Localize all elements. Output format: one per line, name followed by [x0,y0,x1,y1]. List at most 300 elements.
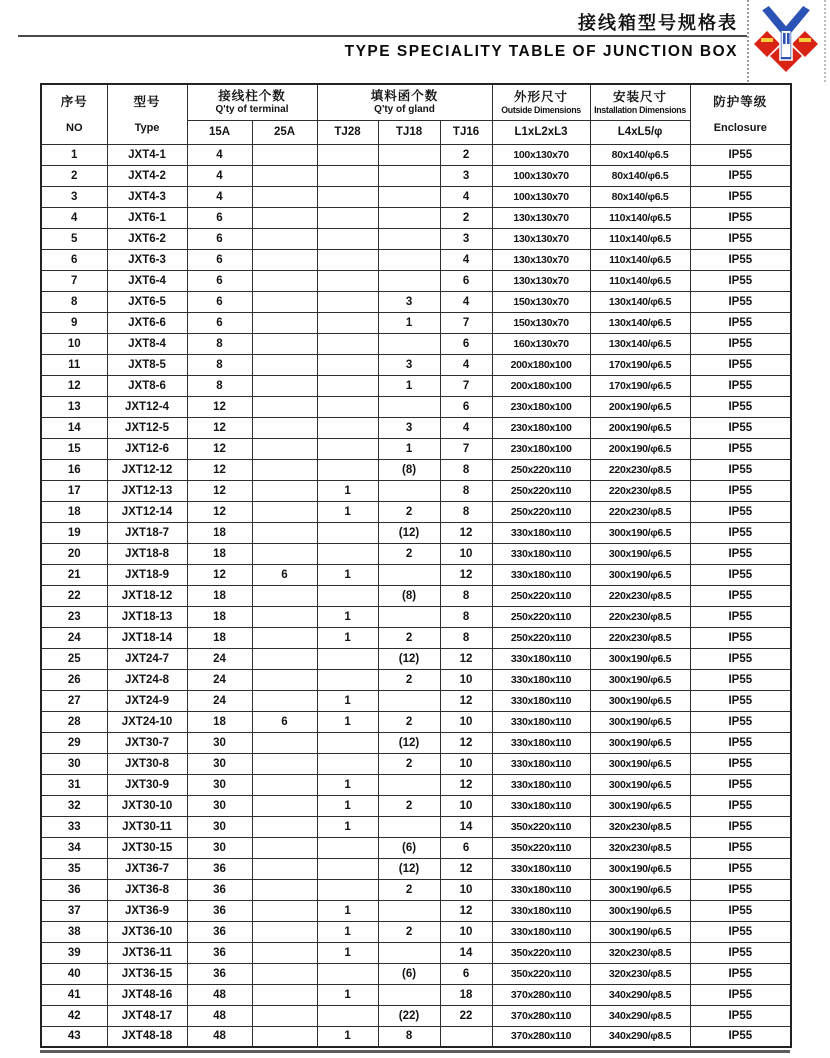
table-row [41,984,791,1005]
cell-installation-dimensions: 340x290/φ8.5 [590,1005,690,1026]
cell-gland-tj18 [378,207,440,228]
cell-terminal-15a: 12 [187,417,252,438]
cell-enclosure: IP55 [690,858,791,879]
cell-no: 26 [41,669,107,690]
cell-gland-tj16: 3 [440,165,492,186]
cell-terminal-15a: 6 [187,270,252,291]
cell-terminal-25a [252,963,317,984]
cell-type: JXT30-7 [107,732,187,753]
header-terminal-group [187,84,317,120]
cell-gland-tj18 [378,165,440,186]
table-row [41,249,791,270]
table-row [41,165,791,186]
table-row [41,963,791,984]
cell-gland-tj16: 2 [440,144,492,165]
cell-type: JXT36-8 [107,879,187,900]
cell-installation-dimensions: 110x140/φ6.5 [590,207,690,228]
logo-graphic [754,4,818,74]
table-row [41,879,791,900]
cell-terminal-25a [252,585,317,606]
cell-type: JXT36-11 [107,942,187,963]
cell-installation-dimensions: 110x140/φ6.5 [590,270,690,291]
cell-type: JXT6-2 [107,228,187,249]
cell-gland-tj28 [317,375,378,396]
cell-outside-dimensions: 330x180x110 [492,858,590,879]
cell-enclosure: IP55 [690,795,791,816]
cell-terminal-15a: 18 [187,522,252,543]
cell-gland-tj18: 2 [378,543,440,564]
cell-gland-tj18 [378,900,440,921]
cell-gland-tj18 [378,606,440,627]
cell-gland-tj16: 14 [440,942,492,963]
company-logo-icon [754,4,818,74]
cell-no: 1 [41,144,107,165]
table-row [41,669,791,690]
cell-no: 38 [41,921,107,942]
cell-gland-tj18: (12) [378,522,440,543]
cell-gland-tj28: 1 [317,480,378,501]
cell-gland-tj16: 6 [440,837,492,858]
table-row [41,312,791,333]
logo-separator-right [824,0,826,82]
cell-terminal-25a [252,942,317,963]
cell-terminal-25a [252,480,317,501]
cell-type: JXT18-8 [107,543,187,564]
cell-gland-tj18: (6) [378,963,440,984]
table-row [41,753,791,774]
cell-terminal-25a [252,333,317,354]
cell-terminal-15a: 4 [187,144,252,165]
cell-terminal-15a: 6 [187,291,252,312]
cell-gland-tj28: 1 [317,921,378,942]
cell-outside-dimensions: 160x130x70 [492,333,590,354]
cell-gland-tj16: 6 [440,333,492,354]
page-title-chinese: 接线箱型号规格表 [578,13,738,33]
cell-enclosure: IP55 [690,921,791,942]
cell-outside-dimensions: 350x220x110 [492,942,590,963]
cell-outside-dimensions: 330x180x110 [492,564,590,585]
cell-no: 42 [41,1005,107,1026]
cell-no: 29 [41,732,107,753]
cell-terminal-25a [252,375,317,396]
cell-installation-dimensions: 300x190/φ6.5 [590,543,690,564]
table-row [41,606,791,627]
cell-gland-tj16: 22 [440,1005,492,1026]
cell-enclosure: IP55 [690,501,791,522]
cell-terminal-25a [252,249,317,270]
cell-terminal-15a: 8 [187,354,252,375]
cell-gland-tj18: (6) [378,837,440,858]
table-row [41,648,791,669]
cell-gland-tj16: 6 [440,396,492,417]
header-l1l2l3: L1xL2xL3 [492,120,590,144]
cell-terminal-25a: 6 [252,564,317,585]
cell-installation-dimensions: 220x230/φ8.5 [590,627,690,648]
cell-terminal-15a: 48 [187,984,252,1005]
cell-gland-tj16: 10 [440,669,492,690]
cell-gland-tj16 [440,1026,492,1047]
table-row [41,228,791,249]
cell-terminal-15a: 36 [187,858,252,879]
cell-gland-tj28 [317,1005,378,1026]
cell-gland-tj28 [317,459,378,480]
cell-terminal-25a [252,291,317,312]
cell-gland-tj28 [317,207,378,228]
cell-gland-tj28: 1 [317,942,378,963]
cell-gland-tj16: 10 [440,711,492,732]
cell-outside-dimensions: 370x280x110 [492,1026,590,1047]
table-row [41,921,791,942]
cell-no: 14 [41,417,107,438]
cell-gland-tj16: 8 [440,459,492,480]
cell-gland-tj18 [378,333,440,354]
cell-gland-tj28: 1 [317,501,378,522]
cell-enclosure: IP55 [690,165,791,186]
cell-type: JXT36-10 [107,921,187,942]
cell-outside-dimensions: 250x220x110 [492,606,590,627]
cell-gland-tj28: 1 [317,627,378,648]
cell-no: 40 [41,963,107,984]
cell-type: JXT8-6 [107,375,187,396]
cell-no: 17 [41,480,107,501]
cell-terminal-15a: 6 [187,312,252,333]
cell-enclosure: IP55 [690,333,791,354]
cell-gland-tj16: 10 [440,879,492,900]
cell-installation-dimensions: 130x140/φ6.5 [590,333,690,354]
cell-outside-dimensions: 200x180x100 [492,354,590,375]
cell-gland-tj28 [317,732,378,753]
cell-gland-tj18: (8) [378,459,440,480]
cell-gland-tj28: 1 [317,900,378,921]
cell-gland-tj28: 1 [317,984,378,1005]
cell-gland-tj28 [317,753,378,774]
cell-installation-dimensions: 340x290/φ8.5 [590,1026,690,1047]
cell-outside-dimensions: 350x220x110 [492,963,590,984]
cell-enclosure: IP55 [690,354,791,375]
cell-enclosure: IP55 [690,879,791,900]
cell-terminal-25a [252,165,317,186]
cell-gland-tj18 [378,186,440,207]
cell-enclosure: IP55 [690,585,791,606]
cell-no: 28 [41,711,107,732]
cell-enclosure: IP55 [690,774,791,795]
cell-gland-tj28: 1 [317,606,378,627]
cell-enclosure: IP55 [690,627,791,648]
cell-terminal-25a [252,186,317,207]
cell-outside-dimensions: 330x180x110 [492,543,590,564]
cell-gland-tj18: 1 [378,438,440,459]
cell-no: 37 [41,900,107,921]
cell-enclosure: IP55 [690,816,791,837]
cell-gland-tj18 [378,816,440,837]
cell-gland-tj16: 3 [440,228,492,249]
cell-gland-tj28 [317,837,378,858]
cell-installation-dimensions: 340x290/φ8.5 [590,984,690,1005]
table-row [41,438,791,459]
table-row [41,690,791,711]
cell-outside-dimensions: 330x180x110 [492,753,590,774]
cell-gland-tj18: 3 [378,417,440,438]
cell-gland-tj16: 10 [440,795,492,816]
cell-terminal-25a [252,669,317,690]
cell-enclosure: IP55 [690,207,791,228]
cell-installation-dimensions: 170x190/φ6.5 [590,375,690,396]
cell-gland-tj18: (12) [378,732,440,753]
cell-type: JXT30-10 [107,795,187,816]
cell-gland-tj18: (22) [378,1005,440,1026]
table-row [41,186,791,207]
cell-gland-tj18: 2 [378,795,440,816]
cell-gland-tj16: 8 [440,480,492,501]
header-type-en: Type [134,121,160,134]
table-row [41,501,791,522]
cell-no: 41 [41,984,107,1005]
cell-installation-dimensions: 130x140/φ6.5 [590,312,690,333]
cell-gland-tj28 [317,312,378,333]
cell-outside-dimensions: 150x130x70 [492,312,590,333]
cell-terminal-25a [252,522,317,543]
cell-outside-dimensions: 330x180x110 [492,711,590,732]
cell-gland-tj16: 12 [440,858,492,879]
cell-outside-dimensions: 200x180x100 [492,375,590,396]
cell-type: JXT24-9 [107,690,187,711]
table-row [41,942,791,963]
cell-gland-tj28: 1 [317,795,378,816]
header-gland-group [317,84,492,120]
table-row [41,396,791,417]
cell-no: 34 [41,837,107,858]
cell-gland-tj16: 12 [440,690,492,711]
cell-type: JXT48-17 [107,1005,187,1026]
cell-no: 25 [41,648,107,669]
cell-type: JXT18-7 [107,522,187,543]
cell-gland-tj16: 6 [440,963,492,984]
cell-outside-dimensions: 230x180x100 [492,417,590,438]
header-tj16: TJ16 [440,120,492,144]
cell-gland-tj28: 1 [317,564,378,585]
cell-terminal-25a [252,1026,317,1047]
cell-outside-dimensions: 130x130x70 [492,207,590,228]
cell-terminal-25a [252,459,317,480]
cell-enclosure: IP55 [690,963,791,984]
cell-type: JXT30-9 [107,774,187,795]
cell-enclosure: IP55 [690,543,791,564]
cell-gland-tj16: 8 [440,585,492,606]
table-row [41,816,791,837]
cell-gland-tj18: (8) [378,585,440,606]
cell-terminal-25a [252,501,317,522]
header-tj28: TJ28 [317,120,378,144]
cell-gland-tj28: 1 [317,1026,378,1047]
cell-gland-tj28 [317,648,378,669]
table-row [41,858,791,879]
cell-no: 7 [41,270,107,291]
cell-type: JXT6-3 [107,249,187,270]
cell-outside-dimensions: 330x180x110 [492,669,590,690]
header-no-en: NO [66,121,83,134]
cell-no: 43 [41,1026,107,1047]
cell-enclosure: IP55 [690,732,791,753]
cell-gland-tj18: 2 [378,627,440,648]
cell-enclosure: IP55 [690,396,791,417]
cell-gland-tj18 [378,774,440,795]
header-l4l5: L4xL5/φ [590,120,690,144]
cell-type: JXT36-15 [107,963,187,984]
cell-terminal-15a: 30 [187,774,252,795]
table-row [41,774,791,795]
cell-no: 3 [41,186,107,207]
cell-gland-tj28 [317,333,378,354]
cell-terminal-15a: 12 [187,459,252,480]
cell-installation-dimensions: 300x190/φ6.5 [590,900,690,921]
cell-terminal-15a: 18 [187,543,252,564]
cell-terminal-25a [252,879,317,900]
header-enclosure-cn: 防护等级 [713,94,768,109]
cell-terminal-25a [252,795,317,816]
cell-gland-tj28 [317,186,378,207]
cell-outside-dimensions: 330x180x110 [492,774,590,795]
table-row [41,585,791,606]
cell-outside-dimensions: 330x180x110 [492,921,590,942]
cell-outside-dimensions: 330x180x110 [492,879,590,900]
cell-gland-tj28 [317,858,378,879]
table-row [41,795,791,816]
cell-no: 19 [41,522,107,543]
table-row [41,1005,791,1026]
cell-gland-tj16: 10 [440,921,492,942]
cell-enclosure: IP55 [690,690,791,711]
cell-installation-dimensions: 320x230/φ8.5 [590,963,690,984]
cell-terminal-15a: 6 [187,228,252,249]
cell-enclosure: IP55 [690,984,791,1005]
cell-type: JXT12-5 [107,417,187,438]
cell-gland-tj18 [378,144,440,165]
cell-gland-tj28: 1 [317,690,378,711]
cell-outside-dimensions: 330x180x110 [492,690,590,711]
cell-terminal-25a [252,984,317,1005]
cell-terminal-15a: 18 [187,606,252,627]
cell-type: JXT4-2 [107,165,187,186]
logo-separator-left [747,0,749,82]
cell-terminal-15a: 48 [187,1026,252,1047]
cell-outside-dimensions: 230x180x100 [492,396,590,417]
cell-terminal-25a [252,354,317,375]
header-no-cn: 序号 [60,94,88,109]
cell-installation-dimensions: 300x190/φ6.5 [590,564,690,585]
cell-gland-tj28 [317,438,378,459]
cell-installation-dimensions: 80x140/φ6.5 [590,144,690,165]
cell-gland-tj18 [378,564,440,585]
cell-no: 22 [41,585,107,606]
cell-gland-tj16: 14 [440,816,492,837]
cell-enclosure: IP55 [690,186,791,207]
cell-installation-dimensions: 220x230/φ8.5 [590,585,690,606]
page-title-english: TYPE SPECIALITY TABLE OF JUNCTION BOX [344,43,738,60]
cell-gland-tj18: (12) [378,858,440,879]
cell-installation-dimensions: 220x230/φ8.5 [590,606,690,627]
cell-terminal-15a: 18 [187,627,252,648]
cell-type: JXT24-8 [107,669,187,690]
cell-terminal-25a [252,438,317,459]
cell-terminal-15a: 36 [187,963,252,984]
cell-type: JXT6-5 [107,291,187,312]
header-outside-en: Outside Dimensions [501,104,581,115]
header-installation-dimensions [590,84,690,120]
table-row [41,564,791,585]
cell-outside-dimensions: 100x130x70 [492,186,590,207]
cell-terminal-15a: 4 [187,165,252,186]
cell-type: JXT8-5 [107,354,187,375]
cell-installation-dimensions: 300x190/φ6.5 [590,732,690,753]
cell-terminal-25a: 6 [252,711,317,732]
cell-no: 21 [41,564,107,585]
cell-outside-dimensions: 330x180x110 [492,900,590,921]
cell-gland-tj16: 7 [440,375,492,396]
cell-terminal-15a: 18 [187,585,252,606]
cell-outside-dimensions: 370x280x110 [492,1005,590,1026]
cell-enclosure: IP55 [690,669,791,690]
cell-terminal-25a [252,837,317,858]
cell-gland-tj16: 4 [440,354,492,375]
cell-terminal-25a [252,396,317,417]
cell-terminal-25a [252,1005,317,1026]
cell-terminal-25a [252,417,317,438]
header-gland-en: Q'ty of gland [374,104,435,116]
table-row [41,732,791,753]
cell-gland-tj16: 18 [440,984,492,1005]
cell-gland-tj28 [317,417,378,438]
cell-terminal-15a: 12 [187,480,252,501]
cell-installation-dimensions: 200x190/φ6.5 [590,396,690,417]
table-row [41,270,791,291]
header-install-en: Installation Dimensions [594,104,686,115]
cell-terminal-15a: 8 [187,375,252,396]
cell-type: JXT12-4 [107,396,187,417]
cell-type: JXT48-18 [107,1026,187,1047]
cell-gland-tj18 [378,690,440,711]
cell-gland-tj18: (12) [378,648,440,669]
cell-installation-dimensions: 300x190/φ6.5 [590,774,690,795]
cell-gland-tj18: 2 [378,753,440,774]
cell-terminal-15a: 36 [187,921,252,942]
cell-type: JXT30-11 [107,816,187,837]
cell-outside-dimensions: 330x180x110 [492,522,590,543]
cell-gland-tj16: 10 [440,753,492,774]
cell-outside-dimensions: 130x130x70 [492,270,590,291]
header-type-cn: 型号 [133,94,161,109]
cell-terminal-15a: 36 [187,879,252,900]
cell-outside-dimensions: 130x130x70 [492,228,590,249]
cell-installation-dimensions: 200x190/φ6.5 [590,438,690,459]
cell-installation-dimensions: 300x190/φ6.5 [590,669,690,690]
cell-terminal-15a: 36 [187,900,252,921]
cell-gland-tj18: 1 [378,312,440,333]
cell-outside-dimensions: 330x180x110 [492,732,590,753]
cell-terminal-25a [252,900,317,921]
cell-no: 31 [41,774,107,795]
cell-no: 13 [41,396,107,417]
cell-no: 32 [41,795,107,816]
cell-enclosure: IP55 [690,438,791,459]
cell-installation-dimensions: 220x230/φ8.5 [590,480,690,501]
cell-enclosure: IP55 [690,837,791,858]
cell-enclosure: IP55 [690,753,791,774]
cell-no: 16 [41,459,107,480]
cell-gland-tj18 [378,249,440,270]
cell-terminal-25a [252,690,317,711]
cell-gland-tj16: 2 [440,207,492,228]
table-row [41,354,791,375]
